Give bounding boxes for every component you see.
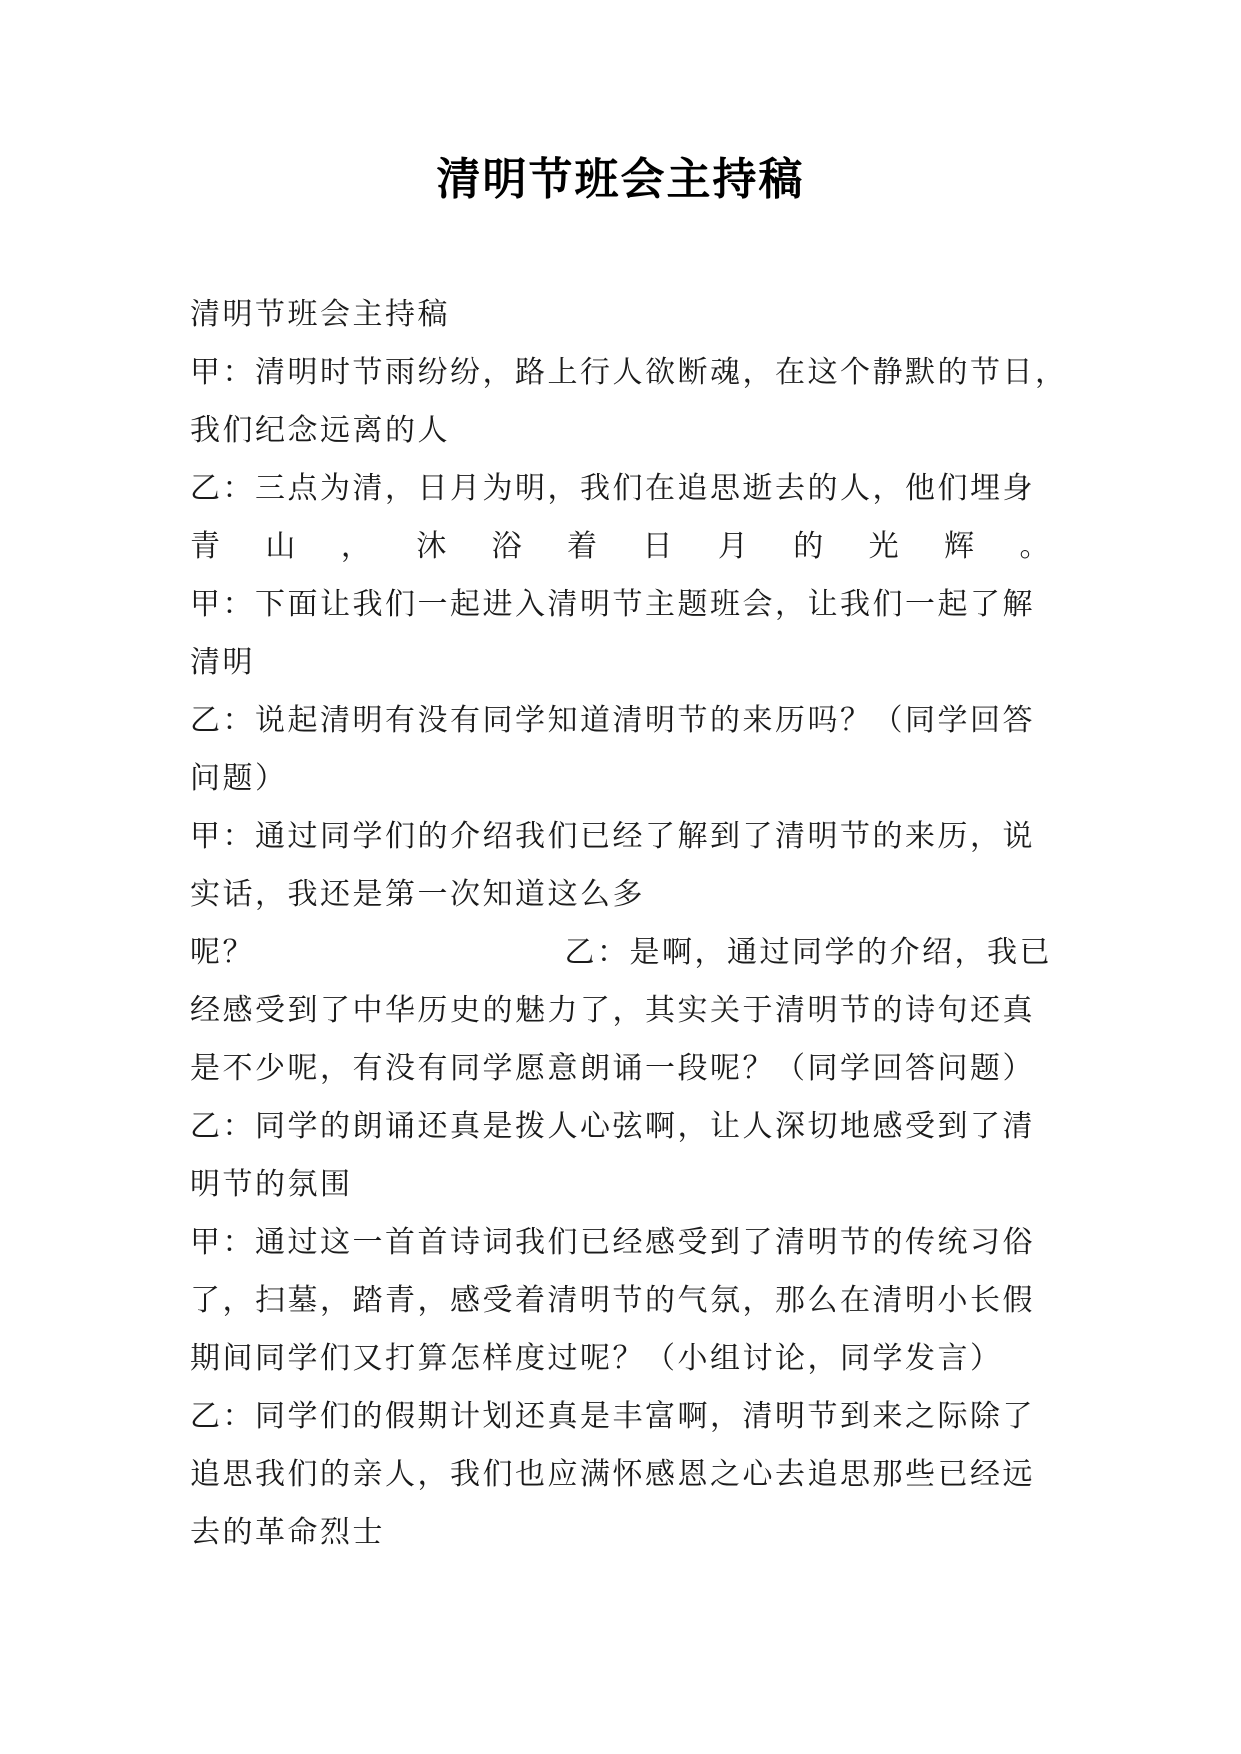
body-line: 经感受到了中华历史的魅力了，其实关于清明节的诗句还真 [190, 993, 1035, 1028]
justified-char: 。 [1019, 529, 1052, 564]
justified-char: 光 [868, 529, 902, 564]
body-line: 乙：三点为清，日月为明，我们在追思逝去的人，他们埋身 [190, 471, 1035, 506]
body-line: 乙：同学们的假期计划还真是丰富啊，清明节到来之际除了 [190, 1399, 1035, 1434]
body-line: 乙：同学的朗诵还真是拨人心弦啊，让人深切地感受到了清 [190, 1109, 1035, 1144]
body-line-split [190, 924, 1052, 982]
body-line: 明节的氛围 [190, 1167, 353, 1202]
body-line: 甲：通过同学们的介绍我们已经了解到了清明节的来历，说 [190, 819, 1035, 854]
justified-char: 着 [567, 529, 600, 564]
body-line: 是不少呢，有没有同学愿意朗诵一段呢？（同学回答问题） [190, 1051, 1035, 1086]
justified-char: ， [340, 529, 374, 564]
body-line: 甲：通过这一首首诗词我们已经感受到了清明节的传统习俗 [190, 1225, 1035, 1260]
body-line: 甲：下面让我们一起进入清明节主题班会，让我们一起了解 [190, 587, 1035, 622]
body-line: 期间同学们又打算怎样度过呢？（小组讨论，同学发言） [190, 1341, 1003, 1376]
justified-char: 日 [642, 529, 675, 564]
justified-char: 辉 [944, 529, 977, 564]
body-line: 甲：清明时节雨纷纷，路上行人欲断魂，在这个静默的节日， [190, 355, 1068, 390]
document-title: 清明节班会主持稿 [436, 154, 805, 205]
body-line: 了，扫墓，踏青，感受着清明节的气氛，那么在清明小长假 [190, 1283, 1035, 1318]
justified-char: 月 [717, 529, 751, 564]
body-line: 我们纪念远离的人 [190, 413, 450, 448]
justified-char: 浴 [491, 529, 525, 564]
body-line: 乙：说起清明有没有同学知道清明节的来历吗？（同学回答 [190, 703, 1035, 738]
body-line: 去的革命烈士 [190, 1515, 385, 1550]
justified-char: 沐 [416, 529, 449, 564]
document-body [190, 286, 1068, 1562]
split-left-text: 呢？ [190, 935, 255, 970]
body-line: 清明 [190, 645, 255, 680]
justified-char: 的 [793, 529, 826, 564]
justified-char: 青 [190, 529, 223, 564]
justified-char: 山 [265, 529, 298, 564]
body-line: 实话，我还是第一次知道这么多 [190, 877, 645, 912]
body-line: 清明节班会主持稿 [190, 297, 450, 332]
body-line: 问题） [190, 761, 288, 796]
body-line: 追思我们的亲人，我们也应满怀感恩之心去追思那些已经远 [190, 1457, 1035, 1492]
body-line-justified [190, 518, 1052, 576]
split-right-text: 乙：是啊，通过同学的介绍，我已 [564, 935, 1052, 970]
